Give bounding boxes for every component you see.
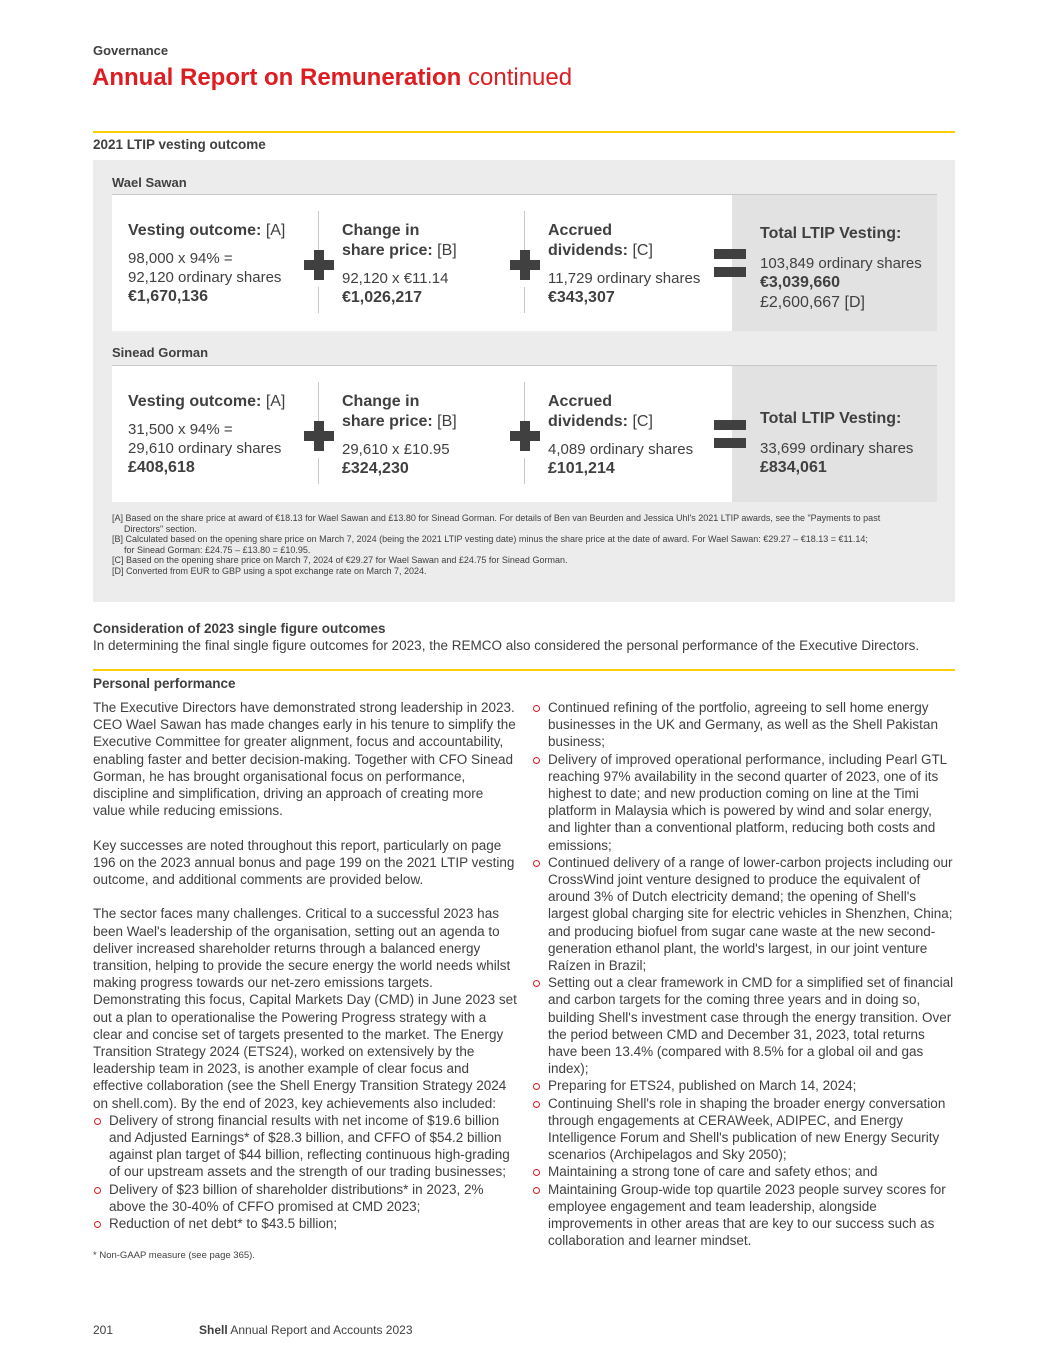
person-name-wael-sawan: Wael Sawan xyxy=(112,175,187,190)
vesting-outcome-sinead: Vesting outcome: [A] 31,500 x 94% = 29,610 ordinary shares £408,618 xyxy=(128,393,286,476)
column-divider xyxy=(318,211,319,251)
page-number: 201 xyxy=(93,1323,114,1337)
list-item: Delivery of $23 billion of shareholder distributions* in 2023, 2% above the 30-40% of CFFO promised at CMD 2023; xyxy=(93,1181,517,1215)
person-name-sinead-gorman: Sinead Gorman xyxy=(112,345,209,360)
column-divider xyxy=(524,458,525,484)
plus-icon xyxy=(510,421,540,451)
footnote-d: [D] Converted from EUR to GBP using a spot exchange rate on March 7, 2024. xyxy=(112,565,427,576)
plus-icon xyxy=(304,421,334,451)
list-item: Preparing for ETS24, published on March 14, 2024; xyxy=(532,1077,956,1094)
accrued-dividends-sinead: Accrued dividends: [C] 4,089 ordinary shares £101,214 xyxy=(548,393,694,477)
footnote-b: [B] Calculated based on the opening share price on March 7, 2024 (being the 2021 LTIP vesting date) minus the share price at the date of award. For Wael Sawan: €29.27 – €18.13 = €11.14; xyxy=(112,534,868,545)
section-divider xyxy=(93,669,955,671)
column-divider xyxy=(524,287,525,313)
footnote-b-cont: for Sinead Gorman: £24.75 – £13.80 = £10.95. xyxy=(124,544,311,555)
page-title-main: Annual Report on Remuneration xyxy=(92,64,462,91)
column-divider xyxy=(318,458,319,484)
equals-icon xyxy=(714,249,746,279)
personal-right-column xyxy=(532,699,956,1250)
list-item: Continued refining of the portfolio, agreeing to sell home energy businesses in the UK and Germany, as well as the Shell Pakistan business; xyxy=(532,699,956,751)
achievement-list xyxy=(93,1112,517,1232)
page-title-suffix: continued xyxy=(468,64,573,91)
share-price-change-sinead: Change in share price: [B] 29,610 x £10.95 £324,230 xyxy=(342,393,457,477)
page-title xyxy=(92,64,572,92)
list-item: Delivery of improved operational performance, including Pearl GTL reaching 97% availability in the second quarter of 2023, one of its highest to date; and new production coming on line at the Timi platform in Malaysia which is powered by wind and solar energy, and lighter than a conventional platform, reducing both costs and emissions; xyxy=(532,751,956,854)
list-item: Delivery of strong financial results with net income of $19.6 billion and Adjusted Earnings* of $28.3 billion, and CFFO of $54.2 billion against plan target of $44 billion, reflecting continuous high-grading of our upstream assets and the strength of our trading businesses; xyxy=(93,1112,517,1181)
report-title: Annual Report and Accounts 2023 xyxy=(230,1323,413,1337)
plus-icon xyxy=(304,250,334,280)
paragraph: The Executive Directors have demonstrated strong leadership in 2023. CEO Wael Sawan has made changes early in his tenure to simplify the Executive Committee for greater alignment, focus and accountability, enabling faster and better decision-making. Together with CFO Sinead Gorman, he has brought organisational focus on performance, discipline and simplification, driving an approach of creating more value while reducing emissions. xyxy=(93,700,516,819)
achievement-list xyxy=(532,699,956,1250)
consideration-heading: Consideration of 2023 single figure outcomes xyxy=(93,621,386,636)
section-label: Governance xyxy=(93,43,169,58)
column-divider xyxy=(318,287,319,313)
total-ltip-wael: Total LTIP Vesting: 103,849 ordinary shares €3,039,660 £2,600,667 [D] xyxy=(760,225,922,311)
list-item: Maintaining a strong tone of care and safety ethos; and xyxy=(532,1163,956,1180)
ltip-heading: 2021 LTIP vesting outcome xyxy=(93,137,266,152)
list-item: Continued delivery of a range of lower-carbon projects including our CrossWind joint venture designed to produce the equivalent of around 3% of Dutch electricity demand; the opening of Shell's largest global charging site for electric vehicles in Shenzhen, China; and producing biofuel from sugar cane waste at the new second-generation ethanol plant, the world's largest, in our joint venture Raízen in Brazil; xyxy=(532,854,956,974)
list-item: Continuing Shell's role in shaping the broader energy conversation through engagements at CERAWeek, ADIPEC, and Energy Intelligence Forum and Shell's publication of new Energy Security scenarios (Archipelagos and Sky 2050); xyxy=(532,1095,956,1164)
plus-icon xyxy=(510,250,540,280)
column-divider xyxy=(524,211,525,251)
list-item: Setting out a clear framework in CMD for a simplified set of financial and carbon targets for the coming three years and in doing so, building Shell's investment case through the energy transition. Over the period between CMD and December 31, 2023, total returns have been 13.4% (compared with 8.5% for a global oil and gas index); xyxy=(532,974,956,1077)
accrued-dividends-wael: Accrued dividends: [C] 11,729 ordinary shares €343,307 xyxy=(548,222,701,306)
share-price-change-wael: Change in share price: [B] 92,120 x €11.14 €1,026,217 xyxy=(342,222,457,306)
consideration-body: In determining the final single figure outcomes for 2023, the REMCO also considered the personal performance of the Executive Directors. xyxy=(93,638,920,653)
footer-brand xyxy=(199,1323,413,1337)
brand-name: Shell xyxy=(199,1323,228,1337)
ltip-footnotes xyxy=(112,513,932,577)
footnote-a: [A] Based on the share price at award of €18.13 for Wael Sawan and £13.80 for Sinead Gorman. For details of Ben van Beurden and Jessica Uhl's 2021 LTIP awards, see the "Payments to past xyxy=(112,513,881,523)
footnote-a-cont: Directors" section. xyxy=(124,523,197,534)
column-divider xyxy=(318,382,319,422)
column-divider xyxy=(524,382,525,422)
list-item: Maintaining Group-wide top quartile 2023 people survey scores for employee engagement and team leadership, alongside improvements in other areas that are key to our success such as collaboration and learner mindset. xyxy=(532,1181,956,1250)
section-divider xyxy=(93,131,955,133)
non-gaap-footnote: * Non-GAAP measure (see page 365). xyxy=(93,1250,255,1261)
personal-left-column xyxy=(93,699,517,1232)
equals-icon xyxy=(714,420,746,450)
footnote-c: [C] Based on the opening share price on March 7, 2024 of €29.27 for Wael Sawan and £24.75 for Sinead Gorman. xyxy=(112,555,568,566)
personal-performance-heading: Personal performance xyxy=(93,676,236,691)
total-ltip-sinead: Total LTIP Vesting: 33,699 ordinary shares £834,061 xyxy=(760,410,914,476)
paragraph: Key successes are noted throughout this report, particularly on page 196 on the 2023 annual bonus and page 199 on the 2021 LTIP vesting outcome, and additional comments are provided below. xyxy=(93,837,515,888)
list-item: Reduction of net debt* to $43.5 billion; xyxy=(93,1215,517,1232)
paragraph: The sector faces many challenges. Critical to a successful 2023 has been Wael's leadership of the organisation, setting out an agenda to deliver increased shareholder returns through a balanced energy transition, helping to provide the secure energy the world needs whilst making progress towards our net-zero emissions targets. Demonstrating this focus, Capital Markets Day (CMD) in June 2023 set out a plan to operationalise the Powering Progress strategy with a clear and concise set of targets presented to the market. The Energy Transition Strategy 2024 (ETS24), worked on extensively by the leadership team in 2023, is another example of clear focus and effective collaboration (see the Shell Energy Transition Strategy 2024 on shell.com). By the end of 2023, key achievements also included: xyxy=(93,906,517,1111)
vesting-outcome-wael: Vesting outcome: [A] 98,000 x 94% = 92,120 ordinary shares €1,670,136 xyxy=(128,222,286,305)
